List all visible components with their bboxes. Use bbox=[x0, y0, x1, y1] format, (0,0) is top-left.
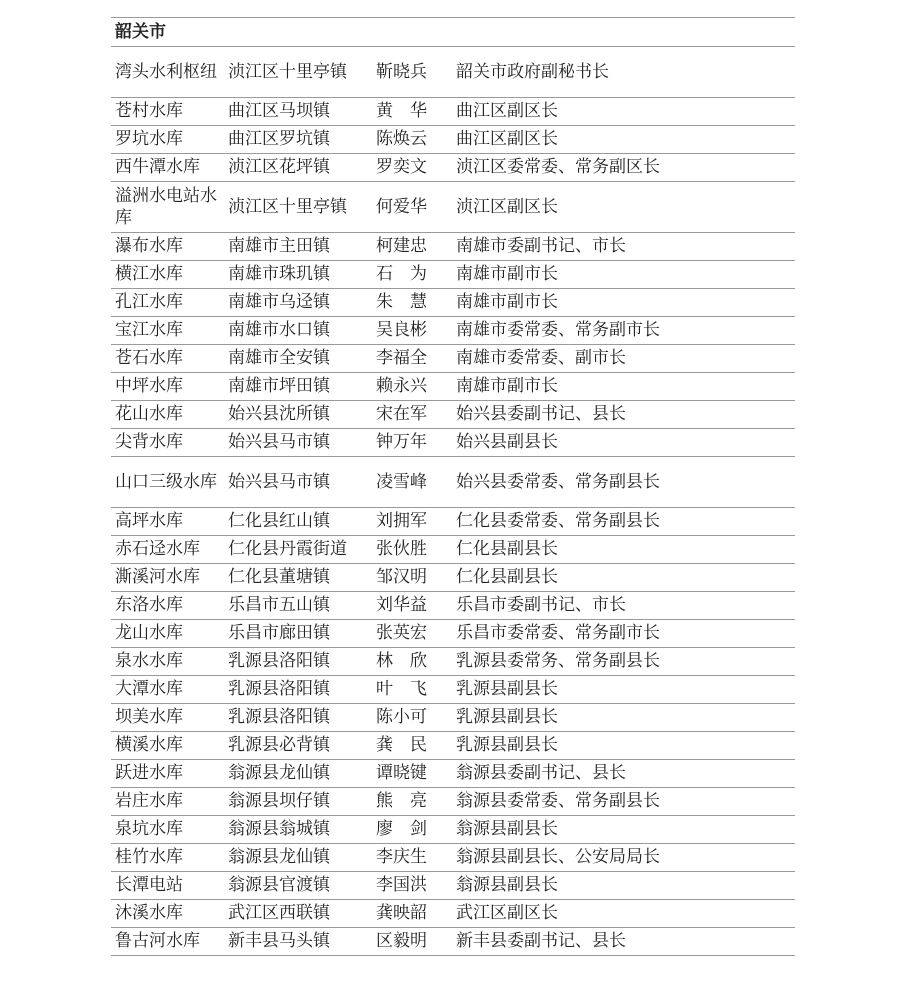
reservoir-name-cell: 泉水水库 bbox=[115, 651, 183, 671]
location-cell: 南雄市水口镇 bbox=[228, 320, 330, 340]
location-cell: 乳源县洛阳镇 bbox=[228, 707, 330, 727]
table-row bbox=[111, 98, 795, 126]
responsible-person-cell: 黄 华 bbox=[376, 101, 427, 121]
reservoir-name-cell: 西牛潭水库 bbox=[115, 157, 200, 177]
position-cell: 浈江区委常委、常务副区长 bbox=[456, 157, 660, 177]
location-cell: 武江区西联镇 bbox=[228, 903, 330, 923]
location-cell: 翁源县官渡镇 bbox=[228, 875, 330, 895]
position-cell: 乐昌市委副书记、市长 bbox=[456, 595, 626, 615]
responsible-person-cell: 邹汉明 bbox=[376, 567, 427, 587]
position-cell: 南雄市副市长 bbox=[456, 264, 558, 284]
position-cell: 武江区副区长 bbox=[456, 903, 558, 923]
responsible-person-cell: 李国洪 bbox=[376, 875, 427, 895]
table-row bbox=[111, 126, 795, 154]
location-cell: 仁化县红山镇 bbox=[228, 511, 330, 531]
position-cell: 翁源县副县长 bbox=[456, 819, 558, 839]
responsible-person-cell: 陈小可 bbox=[376, 707, 427, 727]
location-cell: 仁化县董塘镇 bbox=[228, 567, 330, 587]
table-row bbox=[111, 760, 795, 788]
table-body bbox=[111, 47, 795, 956]
responsible-person-cell: 李庆生 bbox=[376, 847, 427, 867]
position-cell: 始兴县副县长 bbox=[456, 432, 558, 452]
responsible-person-cell: 熊 亮 bbox=[376, 791, 427, 811]
location-cell: 始兴县沈所镇 bbox=[228, 404, 330, 424]
table-row bbox=[111, 289, 795, 317]
responsible-person-cell: 陈焕云 bbox=[376, 129, 427, 149]
table-row bbox=[111, 233, 795, 261]
table-row bbox=[111, 47, 795, 98]
position-cell: 仁化县副县长 bbox=[456, 539, 558, 559]
location-cell: 浈江区花坪镇 bbox=[228, 157, 330, 177]
responsible-person-cell: 吴良彬 bbox=[376, 320, 427, 340]
reservoir-name-cell: 赤石迳水库 bbox=[115, 539, 200, 559]
table-row bbox=[111, 401, 795, 429]
responsible-person-cell: 龚映韶 bbox=[376, 903, 427, 923]
responsible-person-cell: 龚 民 bbox=[376, 735, 427, 755]
position-cell: 始兴县委副书记、县长 bbox=[456, 404, 626, 424]
position-cell: 翁源县委常委、常务副县长 bbox=[456, 791, 660, 811]
table-row bbox=[111, 373, 795, 401]
table-row bbox=[111, 508, 795, 536]
location-cell: 乳源县洛阳镇 bbox=[228, 651, 330, 671]
table-row bbox=[111, 592, 795, 620]
responsible-person-cell: 柯建忠 bbox=[376, 236, 427, 256]
reservoir-name-cell: 花山水库 bbox=[115, 404, 183, 424]
table-row bbox=[111, 536, 795, 564]
responsible-person-cell: 钟万年 bbox=[376, 432, 427, 452]
reservoir-name-cell: 横溪水库 bbox=[115, 735, 183, 755]
table-row bbox=[111, 928, 795, 956]
reservoir-name-cell: 山口三级水库 bbox=[115, 472, 217, 492]
position-cell: 韶关市政府副秘书长 bbox=[456, 62, 609, 82]
location-cell: 翁源县坝仔镇 bbox=[228, 791, 330, 811]
table-row bbox=[111, 872, 795, 900]
position-cell: 新丰县委副书记、县长 bbox=[456, 931, 626, 951]
position-cell: 曲江区副区长 bbox=[456, 101, 558, 121]
table-row bbox=[111, 648, 795, 676]
city-name: 韶关市 bbox=[115, 21, 166, 42]
location-cell: 仁化县丹霞街道 bbox=[228, 539, 347, 559]
location-cell: 始兴县马市镇 bbox=[228, 472, 330, 492]
location-cell: 浈江区十里亭镇 bbox=[228, 197, 347, 217]
reservoir-name-cell: 尖背水库 bbox=[115, 432, 183, 452]
location-cell: 乐昌市五山镇 bbox=[228, 595, 330, 615]
location-cell: 始兴县马市镇 bbox=[228, 432, 330, 452]
position-cell: 乐昌市委常委、常务副市长 bbox=[456, 623, 660, 643]
position-cell: 曲江区副区长 bbox=[456, 129, 558, 149]
reservoir-name-cell: 罗坑水库 bbox=[115, 129, 183, 149]
reservoir-name-cell: 大潭水库 bbox=[115, 679, 183, 699]
table-row bbox=[111, 676, 795, 704]
reservoir-name-cell: 鲁古河水库 bbox=[115, 931, 200, 951]
table-row bbox=[111, 788, 795, 816]
table-row bbox=[111, 620, 795, 648]
position-cell: 南雄市委常委、常务副市长 bbox=[456, 320, 660, 340]
responsible-person-cell: 区毅明 bbox=[376, 931, 427, 951]
location-cell: 浈江区十里亭镇 bbox=[228, 62, 347, 82]
position-cell: 仁化县委常委、常务副县长 bbox=[456, 511, 660, 531]
position-cell: 浈江区副区长 bbox=[456, 197, 558, 217]
reservoir-name-cell: 桂竹水库 bbox=[115, 847, 183, 867]
responsible-person-cell: 叶 飞 bbox=[376, 679, 427, 699]
reservoir-name-cell: 湾头水利枢纽 bbox=[115, 62, 217, 82]
responsible-person-cell: 何爱华 bbox=[376, 197, 427, 217]
responsible-person-cell: 谭晓键 bbox=[376, 763, 427, 783]
reservoir-name-cell: 溢洲水电站水库 bbox=[115, 186, 217, 228]
table-row bbox=[111, 816, 795, 844]
position-cell: 南雄市委常委、副市长 bbox=[456, 348, 626, 368]
reservoir-name-cell: 长潭电站 bbox=[115, 875, 183, 895]
table-row bbox=[111, 261, 795, 289]
position-cell: 乳源县副县长 bbox=[456, 735, 558, 755]
position-cell: 翁源县委副书记、县长 bbox=[456, 763, 626, 783]
location-cell: 南雄市珠玑镇 bbox=[228, 264, 330, 284]
reservoir-responsibility-table bbox=[111, 17, 795, 956]
location-cell: 乳源县必背镇 bbox=[228, 735, 330, 755]
responsible-person-cell: 罗奕文 bbox=[376, 157, 427, 177]
location-cell: 曲江区马坝镇 bbox=[228, 101, 330, 121]
position-cell: 南雄市副市长 bbox=[456, 292, 558, 312]
reservoir-name-cell: 中坪水库 bbox=[115, 376, 183, 396]
responsible-person-cell: 刘拥军 bbox=[376, 511, 427, 531]
position-cell: 仁化县副县长 bbox=[456, 567, 558, 587]
responsible-person-cell: 宋在军 bbox=[376, 404, 427, 424]
table-row bbox=[111, 182, 795, 233]
reservoir-name-cell: 坝美水库 bbox=[115, 707, 183, 727]
reservoir-name-cell: 宝江水库 bbox=[115, 320, 183, 340]
responsible-person-cell: 石 为 bbox=[376, 264, 427, 284]
responsible-person-cell: 刘华益 bbox=[376, 595, 427, 615]
responsible-person-cell: 林 欣 bbox=[376, 651, 427, 671]
location-cell: 翁源县龙仙镇 bbox=[228, 763, 330, 783]
responsible-person-cell: 张英宏 bbox=[376, 623, 427, 643]
table-row bbox=[111, 345, 795, 373]
responsible-person-cell: 廖 剑 bbox=[376, 819, 427, 839]
location-cell: 南雄市坪田镇 bbox=[228, 376, 330, 396]
location-cell: 乳源县洛阳镇 bbox=[228, 679, 330, 699]
location-cell: 翁源县龙仙镇 bbox=[228, 847, 330, 867]
reservoir-name-cell: 苍石水库 bbox=[115, 348, 183, 368]
location-cell: 乐昌市廊田镇 bbox=[228, 623, 330, 643]
reservoir-name-cell: 苍村水库 bbox=[115, 101, 183, 121]
table-row bbox=[111, 317, 795, 345]
table-row bbox=[111, 429, 795, 457]
reservoir-name-cell: 岩庄水库 bbox=[115, 791, 183, 811]
responsible-person-cell: 赖永兴 bbox=[376, 376, 427, 396]
reservoir-name-cell: 泉坑水库 bbox=[115, 819, 183, 839]
position-cell: 乳源县委常务、常务副县长 bbox=[456, 651, 660, 671]
responsible-person-cell: 靳晓兵 bbox=[376, 62, 427, 82]
reservoir-name-cell: 高坪水库 bbox=[115, 511, 183, 531]
table-row bbox=[111, 900, 795, 928]
reservoir-name-cell: 跃进水库 bbox=[115, 763, 183, 783]
reservoir-name-cell: 龙山水库 bbox=[115, 623, 183, 643]
location-cell: 南雄市乌迳镇 bbox=[228, 292, 330, 312]
responsible-person-cell: 张伙胜 bbox=[376, 539, 427, 559]
reservoir-name-cell: 沐溪水库 bbox=[115, 903, 183, 923]
responsible-person-cell: 凌雪峰 bbox=[376, 472, 427, 492]
location-cell: 新丰县马头镇 bbox=[228, 931, 330, 951]
reservoir-name-cell: 东洛水库 bbox=[115, 595, 183, 615]
responsible-person-cell: 李福全 bbox=[376, 348, 427, 368]
reservoir-name-cell: 澌溪河水库 bbox=[115, 567, 200, 587]
table-row bbox=[111, 457, 795, 508]
city-header-row bbox=[111, 18, 795, 47]
position-cell: 南雄市委副书记、市长 bbox=[456, 236, 626, 256]
table-row bbox=[111, 844, 795, 872]
location-cell: 南雄市全安镇 bbox=[228, 348, 330, 368]
reservoir-name-cell: 横江水库 bbox=[115, 264, 183, 284]
table-row bbox=[111, 564, 795, 592]
location-cell: 南雄市主田镇 bbox=[228, 236, 330, 256]
table-row bbox=[111, 154, 795, 182]
position-cell: 乳源县副县长 bbox=[456, 679, 558, 699]
position-cell: 乳源县副县长 bbox=[456, 707, 558, 727]
location-cell: 翁源县翁城镇 bbox=[228, 819, 330, 839]
reservoir-name-cell: 孔江水库 bbox=[115, 292, 183, 312]
position-cell: 南雄市副市长 bbox=[456, 376, 558, 396]
location-cell: 曲江区罗坑镇 bbox=[228, 129, 330, 149]
position-cell: 翁源县副县长 bbox=[456, 875, 558, 895]
position-cell: 始兴县委常委、常务副县长 bbox=[456, 472, 660, 492]
table-row bbox=[111, 732, 795, 760]
reservoir-name-cell: 瀑布水库 bbox=[115, 236, 183, 256]
responsible-person-cell: 朱 慧 bbox=[376, 292, 427, 312]
position-cell: 翁源县副县长、公安局局长 bbox=[456, 847, 660, 867]
table-row bbox=[111, 704, 795, 732]
